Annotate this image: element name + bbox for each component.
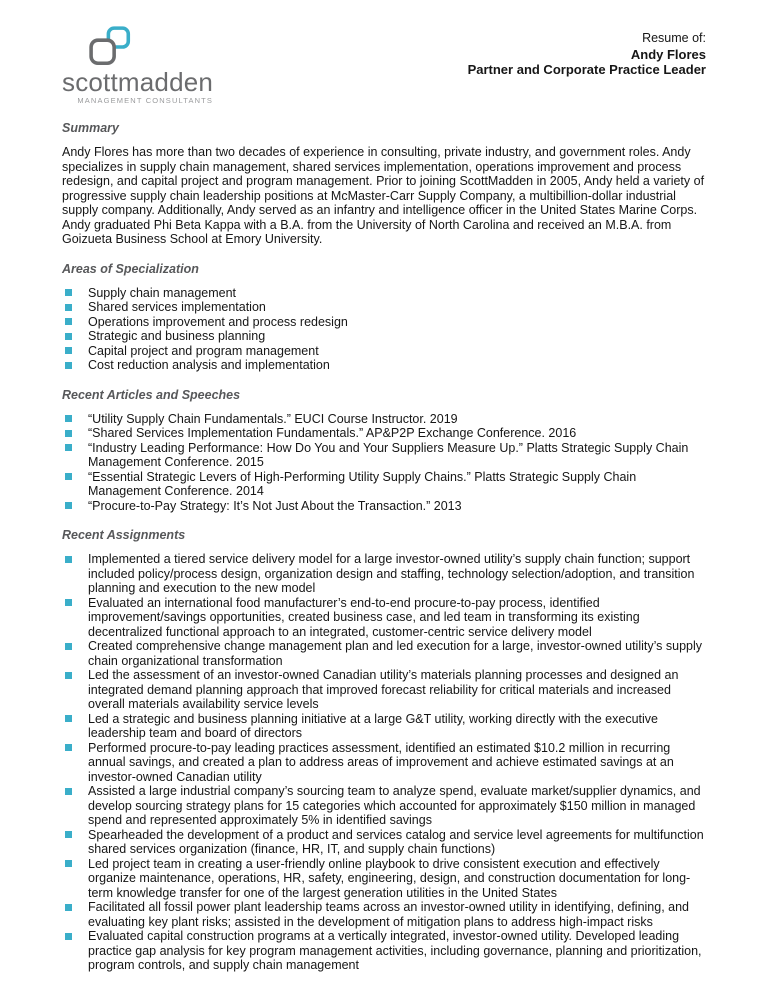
section-summary bbox=[62, 121, 706, 247]
page-header bbox=[62, 26, 706, 106]
list-item-text: Led project team in creating a user-friendly online playbook to drive consistent execution and effectively organize maintenance, operations, HR, safety, engineering, design, and construction documentation for long-term knowledge transfer for one of the largest generation utilities in the United States bbox=[88, 856, 691, 900]
section-heading: Recent Articles and Speeches bbox=[62, 387, 241, 402]
bullet-square-icon bbox=[65, 556, 72, 563]
list-item-text: “Essential Strategic Levers of High-Performing Utility Supply Chains.” Platts Strategic Supply Chain Management Conference. 2014 bbox=[88, 469, 637, 498]
bullet-square-icon bbox=[65, 415, 72, 422]
list-item bbox=[62, 784, 706, 828]
list-item bbox=[62, 315, 706, 330]
bullet-square-icon bbox=[65, 860, 72, 867]
bullet-square-icon bbox=[65, 430, 72, 437]
bullet-list bbox=[62, 412, 706, 514]
scottmadden-logo bbox=[62, 26, 213, 106]
section-heading: Summary bbox=[62, 121, 119, 135]
section-heading: Recent Assignments bbox=[62, 528, 186, 542]
list-item-text: Assisted a large industrial company’s sourcing team to analyze spend, evaluate market/supplier dynamics, and develop sourcing strategy plans for 15 categories which accounted for approximately $150 million in managed spend and represented approximately 5% in identified savings bbox=[88, 784, 701, 827]
list-item-text: “Shared Services Implementation Fundamentals.” AP&P2P Exchange Conference. 2016 bbox=[88, 426, 577, 440]
list-item bbox=[62, 668, 706, 712]
bullet-square-icon bbox=[65, 347, 72, 354]
bullet-square-icon bbox=[65, 643, 72, 650]
person-title: Partner and Corporate Practice Leader bbox=[467, 62, 706, 77]
list-item bbox=[62, 499, 706, 514]
list-item bbox=[62, 639, 706, 668]
bullet-square-icon bbox=[65, 304, 72, 311]
list-item-text: Capital project and program management bbox=[88, 343, 319, 358]
list-item-text: Evaluated capital construction programs at a vertically integrated, investor-owned utility. Developed leading practice gap analysis for key program management activities, including governance, planning and prioritization, program controls, and supply chain management bbox=[88, 929, 702, 972]
resume-of-label: Resume of: bbox=[642, 31, 706, 45]
list-item bbox=[62, 900, 706, 929]
brand-wordmark: scottmadden bbox=[62, 67, 214, 97]
list-item-text: “Procure-to-Pay Strategy: It’s Not Just About the Transaction.” 2013 bbox=[88, 498, 462, 513]
list-item-text: “Industry Leading Performance: How Do You and Your Suppliers Measure Up.” Platts Strategic Supply Chain Management Conference. 2015 bbox=[88, 440, 689, 469]
bullet-square-icon bbox=[65, 831, 72, 838]
paragraph: Andy Flores has more than two decades of experience in consulting, private industry, and government roles. Andy specializes in supply chain management, shared services implementation, operations improvement and process redesign, and capital project and program management. Prior to joining ScottMadden in 2005, Andy held a variety of progressive supply chain leadership positions at McMaster-Carr Supply Company, a multibillion-dollar industrial supply company. Additionally, Andy served as an infantry and intelligence officer in the United States Marine Corps. Andy graduated Phi Beta Kappa with a B.A. from the University of North Carolina and received an M.B.A. from Goizueta Business School at Emory University. bbox=[62, 145, 705, 246]
section-heading: Areas of Specialization bbox=[62, 261, 199, 276]
list-item bbox=[62, 552, 706, 596]
list-item-text: Performed procure-to-pay leading practices assessment, identified an estimated $10.2 million in recurring annual savings, and created a plan to address areas of improvement and achieve estimated savings at an investor-owned Canadian utility bbox=[88, 740, 674, 784]
list-item bbox=[62, 441, 706, 470]
section-areas-of-specialization bbox=[62, 262, 706, 373]
list-item-text: Cost reduction analysis and implementation bbox=[88, 358, 330, 372]
list-item-text: Shared services implementation bbox=[88, 300, 266, 314]
list-item bbox=[62, 596, 706, 640]
brand-tagline: MANAGEMENT CONSULTANTS bbox=[77, 96, 214, 105]
list-item bbox=[62, 426, 706, 441]
bullet-square-icon bbox=[65, 744, 72, 751]
list-item bbox=[62, 741, 706, 785]
bullet-square-icon bbox=[65, 904, 72, 911]
section-recent-articles-and-speeches bbox=[62, 388, 706, 514]
list-item-text: Operations improvement and process redesign bbox=[88, 314, 348, 329]
list-item bbox=[62, 857, 706, 901]
list-item-text: Led the assessment of an investor-owned Canadian utility’s materials planning processes and designed an integrated demand planning approach that improved forecast reliability for critical materials and increased overall materials availability service levels bbox=[88, 668, 679, 711]
list-item-text: Created comprehensive change management plan and led execution for a large, investor-owned utility’s supply chain organizational transformation bbox=[88, 639, 703, 668]
list-item bbox=[62, 344, 706, 359]
list-item bbox=[62, 300, 706, 315]
bullet-square-icon bbox=[65, 333, 72, 340]
list-item-text: Strategic and business planning bbox=[88, 329, 266, 343]
bullet-square-icon bbox=[65, 672, 72, 679]
bullet-square-icon bbox=[65, 788, 72, 795]
list-item-text: Evaluated an international food manufacturer’s end-to-end procure-to-pay process, identified improvement/savings opportunities, created business case, and led team in transforming its existing decentralized functional approach to an integrated, customer-centric service delivery model bbox=[88, 595, 640, 639]
bullet-square-icon bbox=[65, 289, 72, 296]
list-item bbox=[62, 329, 706, 344]
scottmadden-logo-icon bbox=[89, 26, 133, 68]
bullet-square-icon bbox=[65, 362, 72, 369]
bullet-square-icon bbox=[65, 444, 72, 451]
list-item-text: Implemented a tiered service delivery model for a large investor-owned utility’s supply chain function; support included policy/process design, organization design and staffing, technology selection/adoption, and transition planning and execution to the new model bbox=[88, 552, 695, 595]
list-item bbox=[62, 712, 706, 741]
section-recent-assignments bbox=[62, 528, 706, 973]
person-name: Andy Flores bbox=[630, 46, 706, 62]
list-item-text: Spearheaded the development of a product and services catalog and service level agreements for multifunction shared services organization (finance, HR, IT, and supply chain functions) bbox=[88, 827, 704, 856]
list-item bbox=[62, 828, 706, 857]
bullet-square-icon bbox=[65, 473, 72, 480]
bullet-list bbox=[62, 552, 706, 973]
list-item-text: Led a strategic and business planning initiative at a large G&T utility, working directly with the executive leadership team and board of directors bbox=[88, 711, 658, 740]
list-item bbox=[62, 358, 706, 373]
list-item-text: Facilitated all fossil power plant leadership teams across an investor-owned utility in identifying, defining, and evaluating key plant risks; assisted in the development of mitigation plans to address high-impact risks bbox=[88, 900, 690, 929]
bullet-square-icon bbox=[65, 933, 72, 940]
resume-title-block bbox=[468, 26, 706, 78]
list-item bbox=[62, 470, 706, 499]
list-item bbox=[62, 929, 706, 973]
list-item-text: Supply chain management bbox=[88, 285, 237, 300]
bullet-square-icon bbox=[65, 599, 72, 606]
bullet-list bbox=[62, 286, 706, 373]
list-item-text: “Utility Supply Chain Fundamentals.” EUCI Course Instructor. 2019 bbox=[88, 411, 458, 426]
list-item bbox=[62, 412, 706, 427]
bullet-square-icon bbox=[65, 502, 72, 509]
list-item bbox=[62, 286, 706, 301]
bullet-square-icon bbox=[65, 715, 72, 722]
resume-sections bbox=[62, 121, 706, 973]
bullet-square-icon bbox=[65, 318, 72, 325]
